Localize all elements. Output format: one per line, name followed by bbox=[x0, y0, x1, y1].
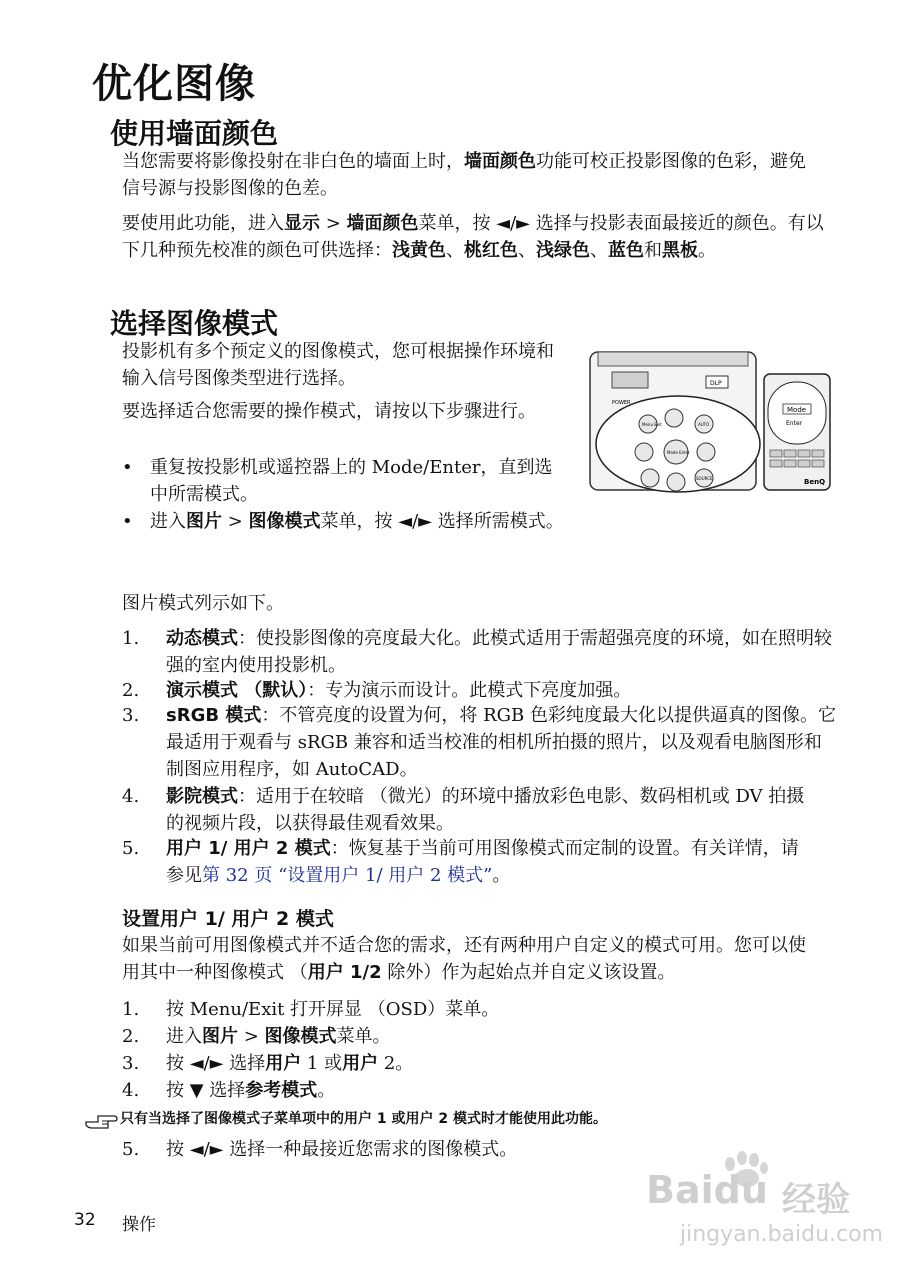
watermark-brand: 经验 bbox=[782, 1180, 850, 1220]
source-label: SOURCE bbox=[696, 476, 713, 481]
subsection-heading-user-mode: 设置用户 1/ 用户 2 模式 bbox=[122, 908, 334, 930]
note-hand-icon bbox=[84, 1110, 118, 1130]
section-heading-picture-mode: 选择图像模式 bbox=[110, 307, 279, 340]
menu-exit-label: Menu Exit bbox=[642, 422, 662, 427]
watermark-logo: Baidu bbox=[646, 1168, 768, 1212]
wall-paragraph-1: 当您需要将影像投射在非白色的墙面上时，墙面颜色功能可校正投影图像的色彩，避免信号源与投影图像的色差。 bbox=[122, 151, 806, 199]
benq-label: BenQ bbox=[804, 478, 826, 486]
watermark-url: jingyan.baidu.com bbox=[680, 1222, 884, 1247]
projector-remote-illustration bbox=[588, 348, 836, 494]
wall-paragraph-2: 要使用此功能，进入显示 > 墙面颜色菜单，按 ◄/► 选择与投影表面最接近的颜色。有以下几种预先校准的颜色可供选择：浅黄色、桃红色、浅绿色、蓝色和黑板。 bbox=[122, 213, 824, 261]
page-reference-link[interactable]: 第 32 页 “设置用户 1/ 用户 2 模式” bbox=[202, 865, 493, 886]
remote-mode-label: Mode bbox=[787, 406, 807, 414]
note-text: 只有当选择了图像模式子菜单项中的用户 1 或用户 2 模式时才能使用此功能。 bbox=[120, 1111, 607, 1127]
dlp-label: DLP bbox=[710, 380, 722, 387]
page-number: 32 bbox=[74, 1210, 96, 1230]
section-heading-wall-color: 使用墙面颜色 bbox=[110, 117, 279, 150]
auto-label: AUTO bbox=[698, 422, 710, 427]
list-intro: 图片模式列示如下。 bbox=[122, 593, 284, 614]
mode-paragraph-2: 要选择适合您需要的操作模式，请按以下步骤进行。 bbox=[122, 401, 536, 422]
page-title: 优化图像 bbox=[92, 61, 256, 107]
footer-section: 操作 bbox=[122, 1215, 156, 1235]
mode-paragraph-1: 投影机有多个预定义的图像模式，您可根据操作环境和输入信号图像类型进行选择。 bbox=[122, 341, 554, 389]
user-paragraph-1: 如果当前可用图像模式并不适合您的需求，还有两种用户自定义的模式可用。您可以使用其中一种图像模式 （用户 1/2 除外）作为起始点并自定义该设置。 bbox=[122, 935, 806, 983]
remote-enter-label: Enter bbox=[786, 420, 803, 427]
mode-enter-label: Mode Enter bbox=[667, 450, 690, 455]
power-label: POWER bbox=[612, 400, 631, 406]
